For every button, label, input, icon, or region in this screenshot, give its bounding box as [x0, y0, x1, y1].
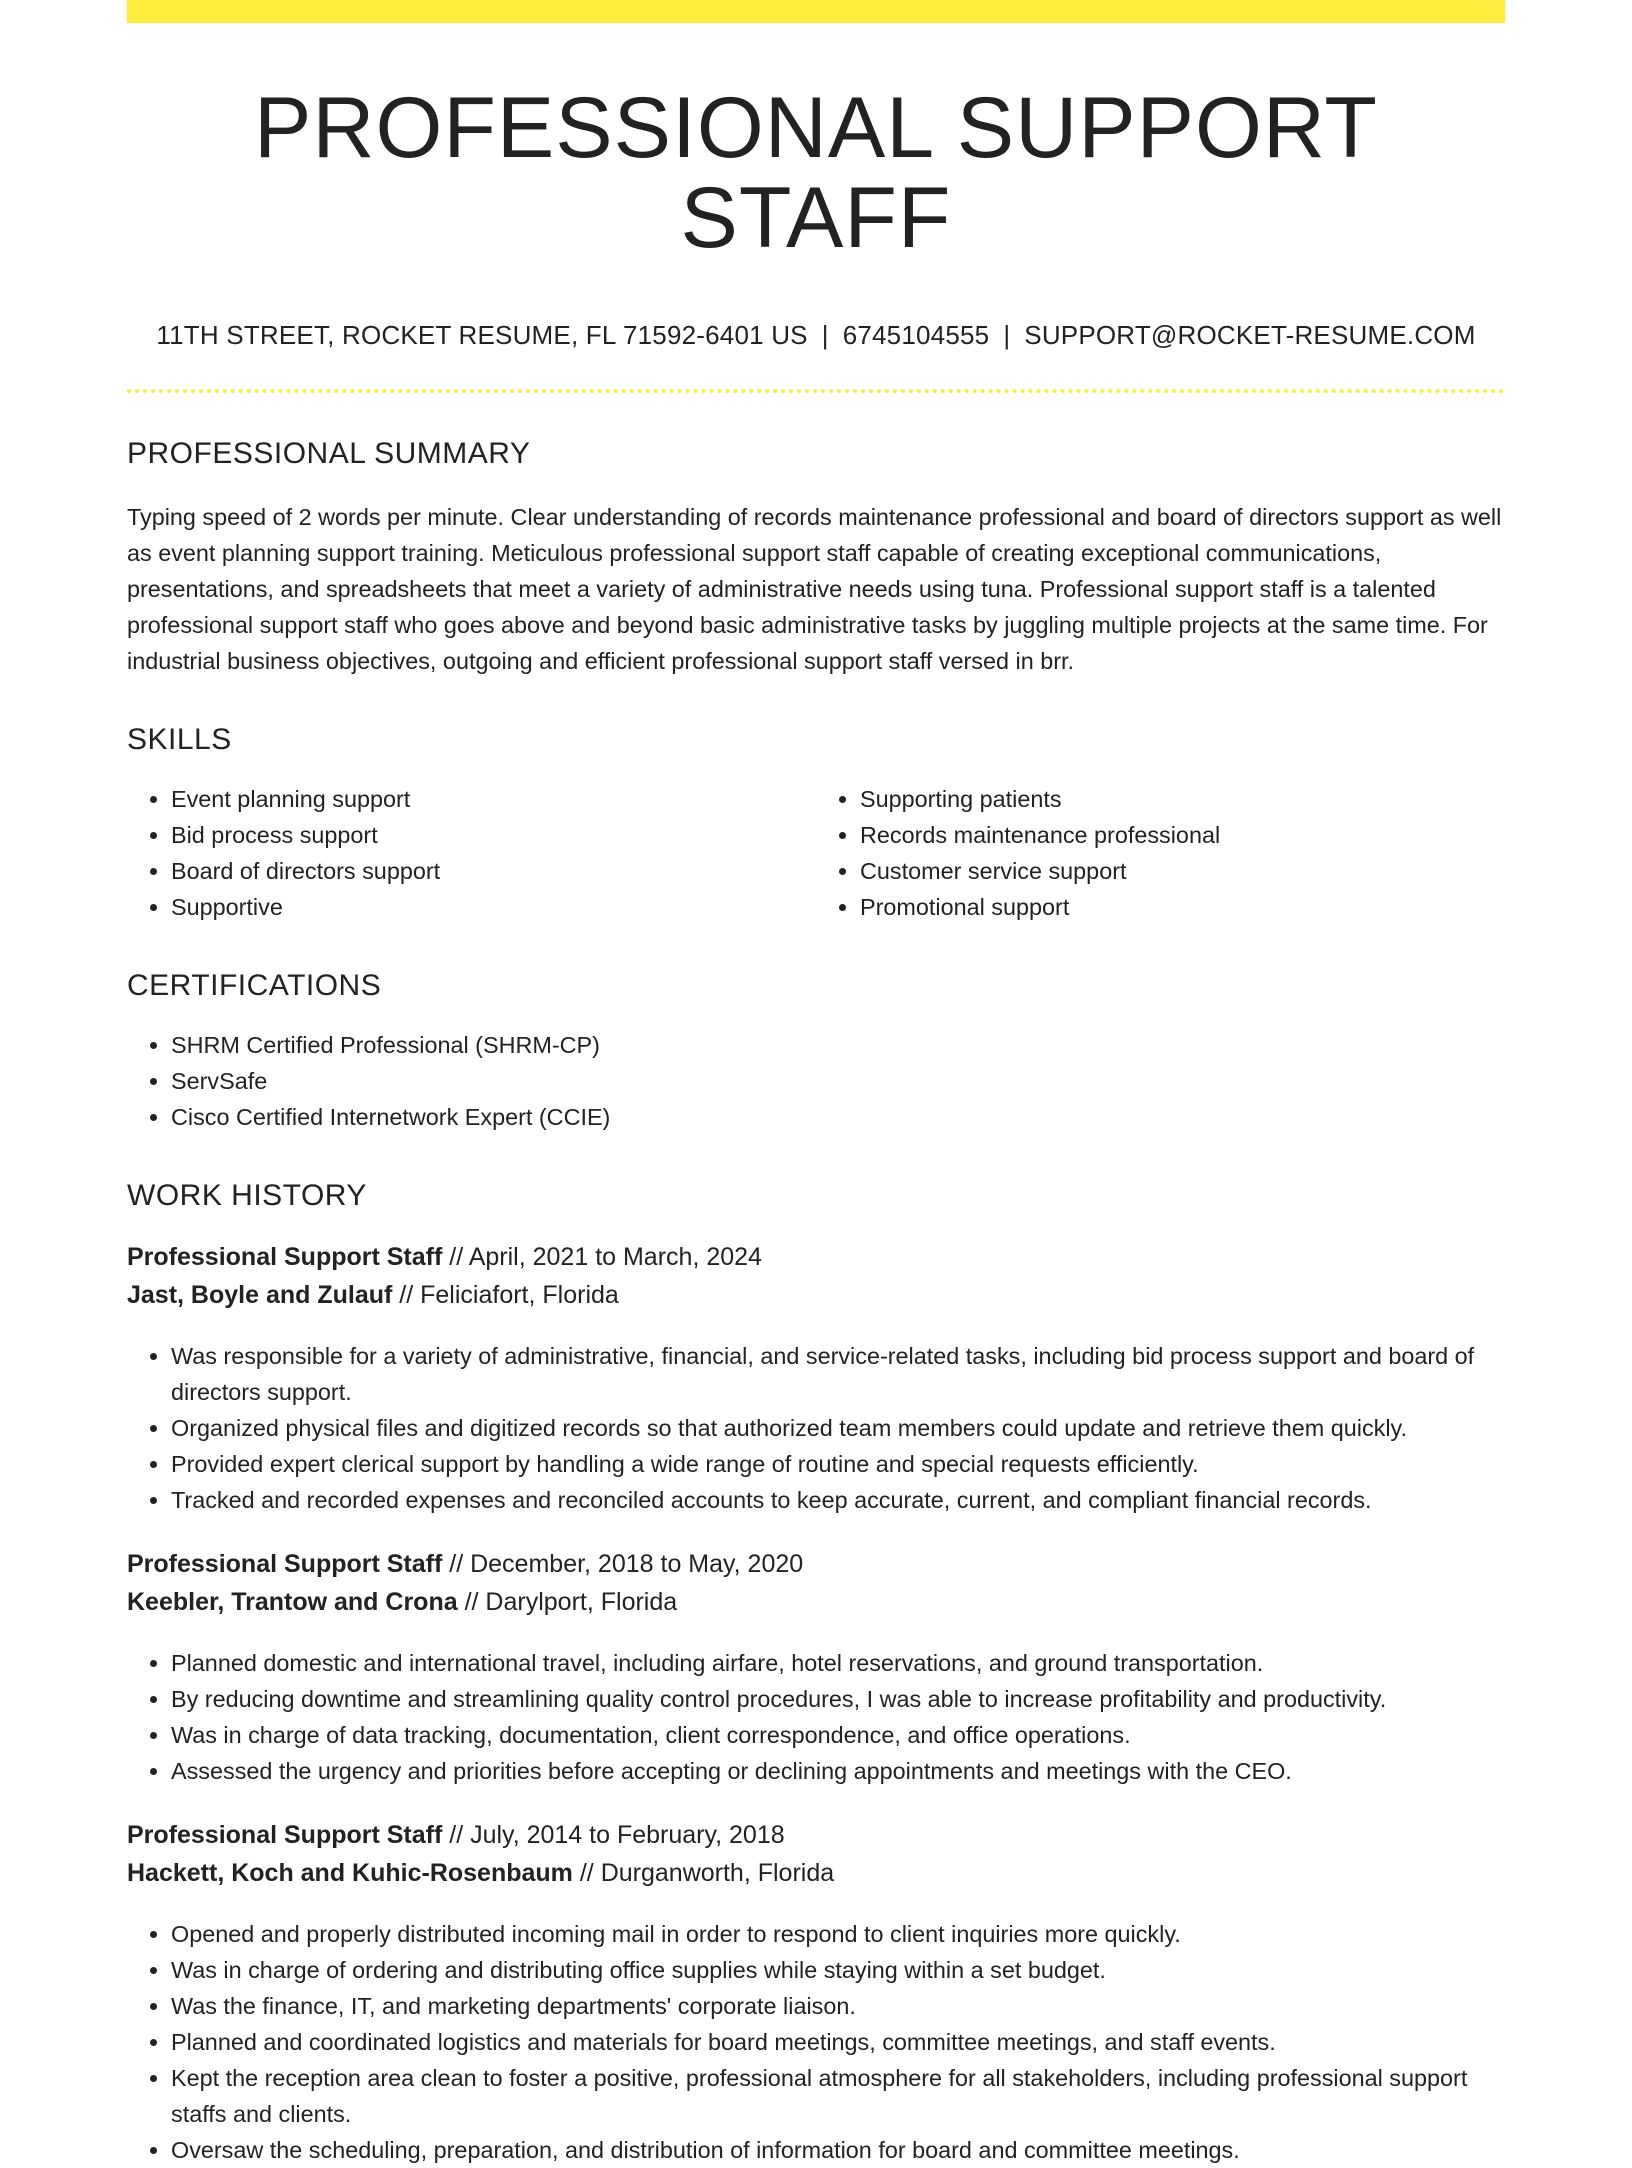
job-location: // Darylport, Florida [464, 1587, 678, 1616]
job-title: Professional Support Staff [127, 1242, 443, 1271]
job-company: Jast, Boyle and Zulauf [127, 1280, 393, 1309]
skill-item: • Customer service support [860, 853, 1505, 889]
summary-text: Typing speed of 2 words per minute. Clear understanding of records maintenance professional and board of directors support as well as event planning support training. Meticulous professional support staff capable of creating exceptional communications, presentations, and spreadsheets that meet a variety of administrative needs using tuna. Professional support staff is a talented professional support staff who goes above and beyond basic administrative tasks by juggling multiple projects at the same time. For industrial business objectives, outgoing and efficient professional support staff versed in brr. [127, 503, 1502, 674]
job-bullets [127, 1338, 1505, 1518]
job-bullets [127, 1916, 1505, 2168]
skills-heading: SKILLS [127, 722, 232, 756]
job-company-line [127, 1854, 1505, 1892]
job-bullet: • Assessed the urgency and priorities before accepting or declining appointments and meetings with the CEO. [171, 1753, 1505, 1789]
skill-item: • Bid process support [171, 817, 816, 853]
job-bullet: • Kept the reception area clean to foster a positive, professional atmosphere for all stakeholders, including professional support staffs and clients. [171, 2060, 1505, 2132]
skill-item: • Supporting patients [860, 781, 1505, 817]
contact-address: 11TH STREET, ROCKET RESUME, FL 71592-6401 US [156, 319, 808, 350]
contact-email: SUPPORT@ROCKET-RESUME.COM [1024, 319, 1476, 350]
certification-item: • Cisco Certified Internetwork Expert (CCIE) [171, 1099, 1505, 1135]
job-location: // Durganworth, Florida [579, 1858, 835, 1887]
job-dates: // July, 2014 to February, 2018 [449, 1820, 785, 1849]
contact-line [127, 320, 1505, 351]
summary-heading: PROFESSIONAL SUMMARY [127, 436, 531, 470]
job-bullet: • Tracked and recorded expenses and reconciled accounts to keep accurate, current, and compliant financial records. [171, 1482, 1505, 1518]
job-company: Hackett, Koch and Kuhic-Rosenbaum [127, 1858, 573, 1887]
skill-item: • Promotional support [860, 889, 1505, 925]
job-title: Professional Support Staff [127, 1549, 443, 1578]
contact-separator: | [821, 319, 829, 350]
job-bullet: • Opened and properly distributed incoming mail in order to respond to client inquiries more quickly. [171, 1916, 1505, 1952]
job-bullet: • Organized physical files and digitized records so that authorized team members could update and retrieve them quickly. [171, 1410, 1505, 1446]
job-bullet: • Was responsible for a variety of administrative, financial, and service-related tasks, including bid process support and board of directors support. [171, 1338, 1505, 1410]
certification-item: • ServSafe [171, 1063, 1505, 1099]
job-bullet: • By reducing downtime and streamlining quality control procedures, I was able to increase profitability and productivity. [171, 1681, 1505, 1717]
job-title-line [127, 1239, 1505, 1276]
dotted-divider [127, 389, 1505, 393]
skill-item: • Board of directors support [171, 853, 816, 889]
skill-item: • Event planning support [171, 781, 816, 817]
contact-separator: | [1003, 319, 1011, 350]
job-bullet: • Oversaw the scheduling, preparation, and distribution of information for board and committee meetings. [171, 2132, 1505, 2168]
job-location: // Feliciafort, Florida [399, 1280, 619, 1309]
skills-list-right [816, 781, 1505, 925]
skill-item: • Supportive [171, 889, 816, 925]
job-entry [127, 1817, 1505, 2168]
skills-grid [127, 757, 1505, 925]
job-dates: // December, 2018 to May, 2020 [449, 1549, 804, 1578]
job-title-line [127, 1546, 1505, 1583]
certification-item: • SHRM Certified Professional (SHRM-CP) [171, 1027, 1505, 1063]
job-bullet: • Provided expert clerical support by handling a wide range of routine and special requests efficiently. [171, 1446, 1505, 1482]
job-bullet: • Planned and coordinated logistics and materials for board meetings, committee meetings, and staff events. [171, 2024, 1505, 2060]
job-title-line [127, 1817, 1505, 1854]
job-bullet: • Planned domestic and international travel, including airfare, hotel reservations, and ground transportation. [171, 1645, 1505, 1681]
candidate-name: PROFESSIONAL SUPPORT STAFF [254, 80, 1378, 267]
work-history-heading: WORK HISTORY [127, 1178, 367, 1212]
certifications-list [127, 1027, 1505, 1135]
skill-item: • Records maintenance professional [860, 817, 1505, 853]
job-company-line [127, 1583, 1505, 1621]
job-entry [127, 1239, 1505, 1518]
job-company-line [127, 1276, 1505, 1314]
top-accent-bar [127, 0, 1505, 23]
job-bullet: • Was in charge of data tracking, documentation, client correspondence, and office operations. [171, 1717, 1505, 1753]
skills-list-left [127, 781, 816, 925]
job-bullet: • Was the finance, IT, and marketing departments' corporate liaison. [171, 1988, 1505, 2024]
job-dates: // April, 2021 to March, 2024 [449, 1242, 762, 1271]
job-bullets [127, 1645, 1505, 1789]
job-bullet: • Was in charge of ordering and distributing office supplies while staying within a set budget. [171, 1952, 1505, 1988]
resume-page [127, 0, 1505, 2168]
certifications-heading: CERTIFICATIONS [127, 968, 382, 1002]
contact-phone: 6745104555 [842, 319, 990, 350]
job-company: Keebler, Trantow and Crona [127, 1587, 458, 1616]
job-title: Professional Support Staff [127, 1820, 443, 1849]
job-entry [127, 1546, 1505, 1789]
